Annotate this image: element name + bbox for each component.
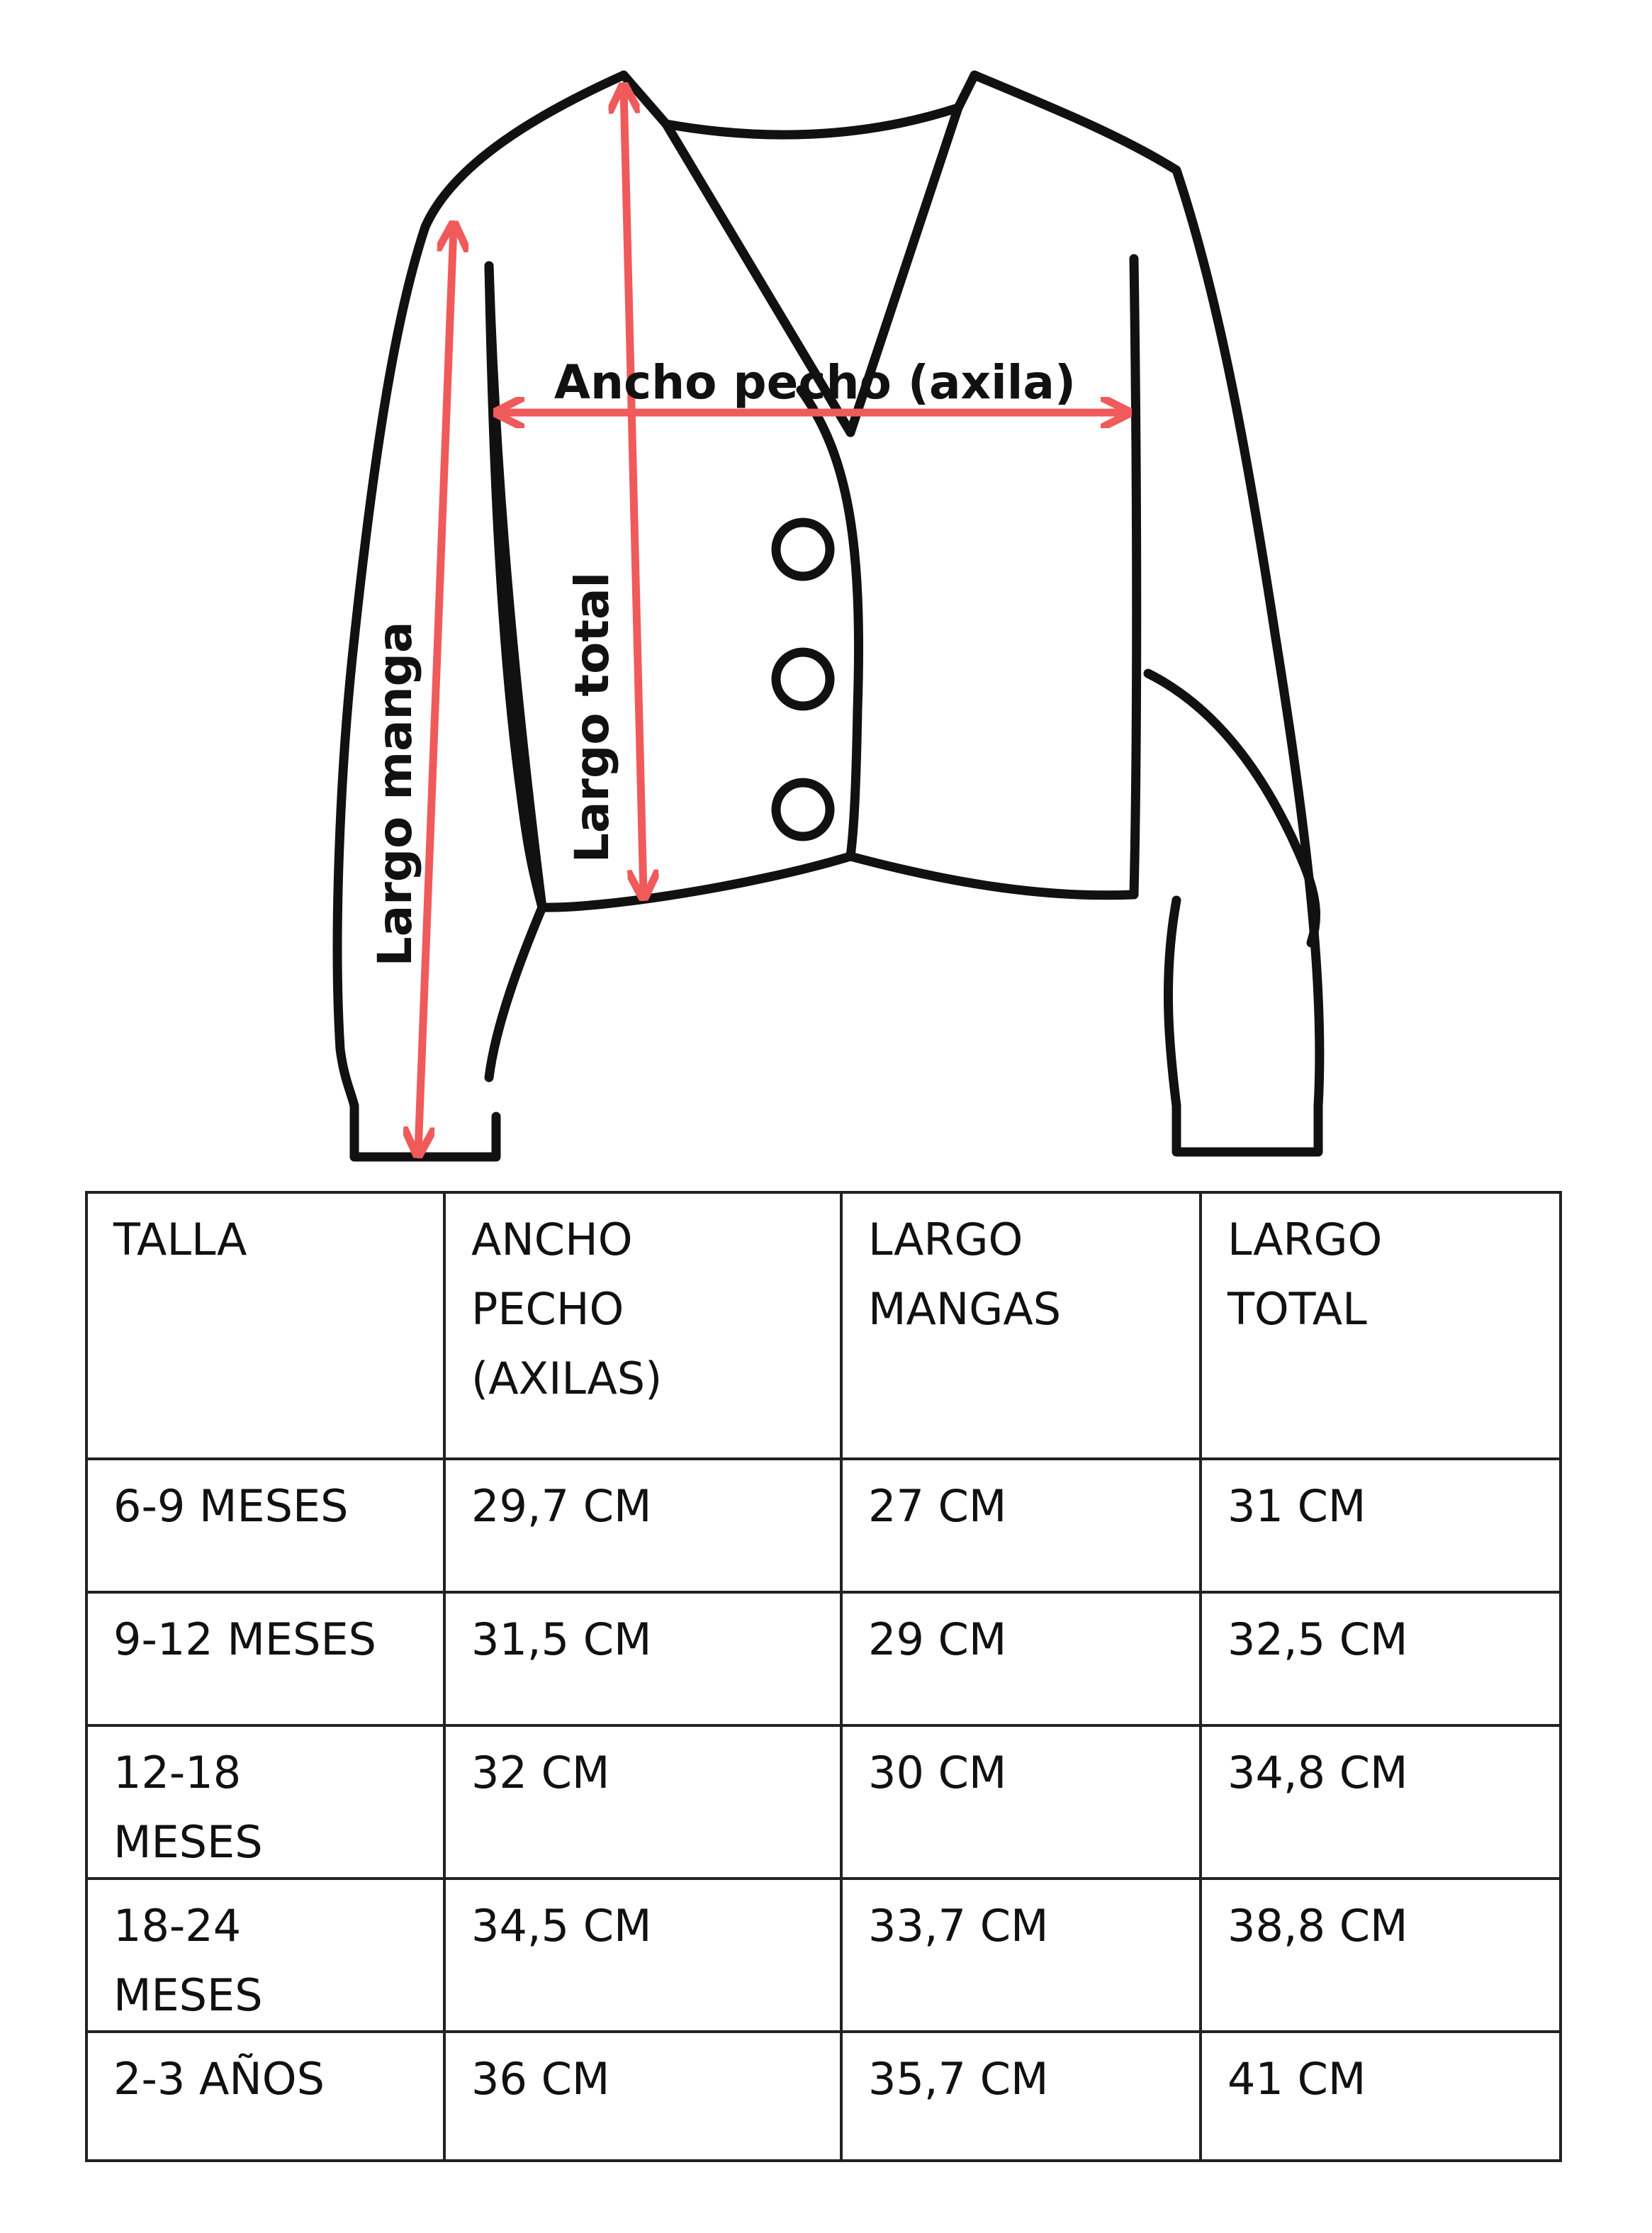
- cell-total-length: 32,5 CM: [1201, 1592, 1561, 1725]
- chest-width-label: Ancho pecho (axila): [554, 355, 1077, 410]
- right-sleeve-outer: [974, 75, 1320, 1106]
- table-row: [86, 1459, 1561, 1592]
- table-row: [86, 1592, 1561, 1725]
- cell-size: 9-12 MESES: [86, 1592, 444, 1725]
- cell-sleeve-length: 35,7 CM: [841, 2032, 1201, 2161]
- right-cuff: [1176, 1106, 1318, 1152]
- cell-size: 18-24 MESES: [86, 1879, 444, 2032]
- cell-sleeve-length: 30 CM: [841, 1725, 1201, 1879]
- table-row: [86, 1725, 1561, 1879]
- neckline-back: [666, 108, 958, 135]
- cell-chest-width: 34,5 CM: [444, 1879, 841, 2032]
- measurement-arrows: [418, 89, 1125, 1152]
- measurement-labels: [368, 355, 1076, 966]
- header-size: TALLA: [86, 1192, 444, 1459]
- button-3: [776, 783, 830, 836]
- header-sleeve-length: LARGO MANGAS: [841, 1192, 1201, 1459]
- sleeve-length-label: Largo manga: [368, 621, 422, 967]
- cell-total-length: 31 CM: [1201, 1459, 1561, 1592]
- cell-sleeve-length: 27 CM: [841, 1459, 1201, 1592]
- cell-total-length: 41 CM: [1201, 2032, 1561, 2161]
- cell-size: 6-9 MESES: [86, 1459, 444, 1592]
- body-right-side: [1134, 259, 1137, 895]
- button-1: [776, 522, 830, 576]
- table-row: [86, 2032, 1561, 2161]
- right-sleeve-lower: [1168, 900, 1176, 1106]
- size-chart-table: [85, 1191, 1562, 2162]
- cell-size: 2-3 AÑOS: [86, 2032, 444, 2161]
- left-cuff: [354, 1106, 496, 1157]
- header-total-length: LARGO TOTAL: [1201, 1192, 1561, 1459]
- cell-sleeve-length: 29 CM: [841, 1592, 1201, 1725]
- table-row: [86, 1879, 1561, 2032]
- cell-chest-width: 36 CM: [444, 2032, 841, 2161]
- cardigan-outline: [337, 75, 1320, 1157]
- cell-total-length: 34,8 CM: [1201, 1725, 1561, 1879]
- header-chest-width: ANCHO PECHO (AXILAS): [444, 1192, 841, 1459]
- cell-chest-width: 31,5 CM: [444, 1592, 841, 1725]
- hem: [542, 856, 1134, 907]
- cell-sleeve-length: 33,7 CM: [841, 1879, 1201, 2032]
- cell-chest-width: 29,7 CM: [444, 1459, 841, 1592]
- buttons: [776, 522, 830, 836]
- total-length-arrow: [624, 89, 644, 895]
- cell-total-length: 38,8 CM: [1201, 1879, 1561, 2032]
- button-2: [776, 652, 830, 706]
- sleeve-length-arrow: [418, 227, 454, 1152]
- table-header-row: [86, 1192, 1561, 1459]
- total-length-label: Largo total: [565, 571, 619, 863]
- cell-size: 12-18 MESES: [86, 1725, 444, 1879]
- cell-chest-width: 32 CM: [444, 1725, 841, 1879]
